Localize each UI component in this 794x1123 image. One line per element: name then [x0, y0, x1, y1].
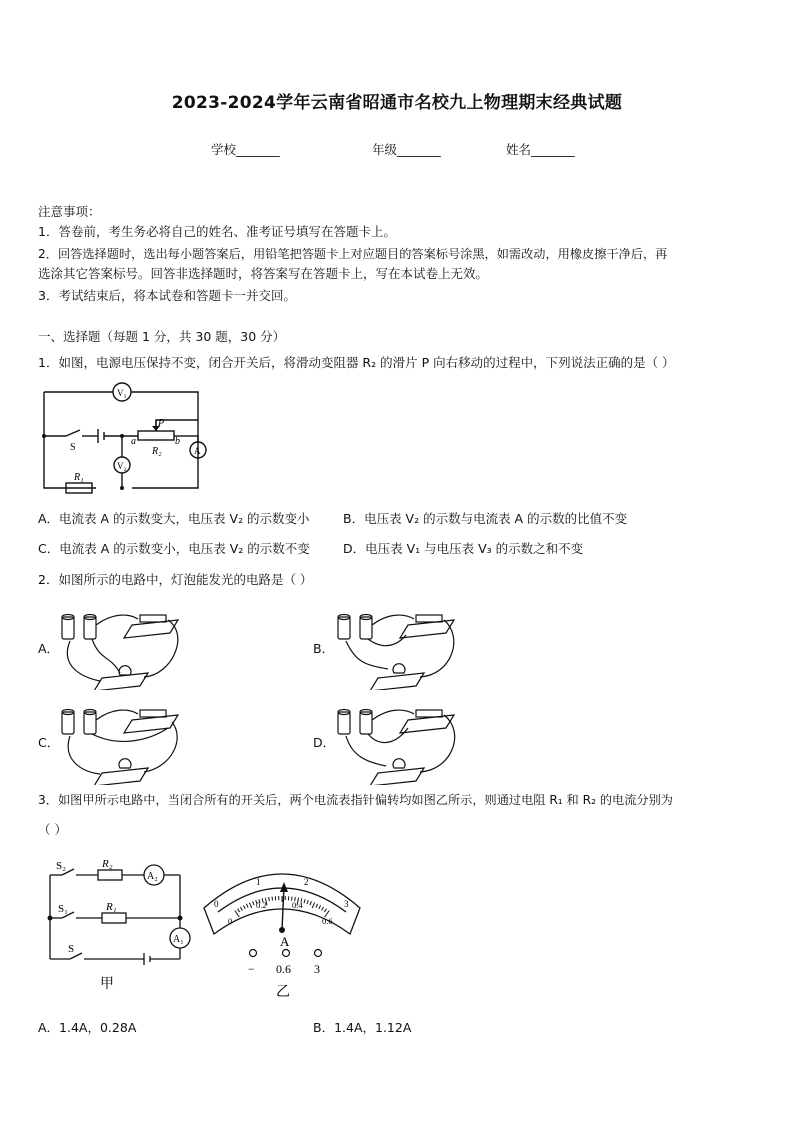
page-title: 2023-2024学年云南省昭通市名校九上物理期末经典试题 [171, 93, 623, 113]
q1-option-d: D．电压表 V₁ 与电压表 V₃ 的示数之和不变 [343, 541, 584, 556]
scale-tick [316, 904, 318, 908]
scale-tick [243, 905, 245, 909]
q3-r1-label: R₁ [106, 901, 117, 913]
q3-circuit-jia [40, 852, 192, 997]
notice-line-1: 1．答卷前，考生务必将自己的姓名、准考证号填写在答题卡上。 [38, 224, 396, 239]
scale-tick [319, 905, 321, 909]
q3-unit-label: A [280, 934, 290, 949]
q3-caption-yi: 乙 [276, 985, 290, 1000]
q2-circuit-c [60, 700, 185, 785]
scale-tick [304, 899, 305, 903]
q3-s-label: S [68, 943, 75, 955]
q3-terminal-0-6: 0.6 [276, 962, 291, 976]
q3-caption-jia: 甲 [100, 977, 114, 992]
scale-tick [269, 897, 270, 901]
q3-r2-label: R₂ [102, 858, 113, 870]
scale-tick [253, 901, 254, 905]
scale-tick [322, 907, 324, 911]
q3-a2-label: A₂ [147, 871, 158, 882]
scale-tick [272, 897, 273, 901]
q2-circuit-d [336, 700, 461, 785]
q2-label-b: B． [313, 641, 335, 656]
q3-option-b: B．1.4A，1.12A [313, 1020, 412, 1035]
q3-stem-line-2: （ ） [38, 822, 67, 837]
q3-terminal-3: 3 [314, 962, 320, 976]
section-heading: 一、选择题（每题 1 分，共 30 题，30 分） [38, 329, 286, 344]
q1-option-b: B．电压表 V₂ 的示数与电流表 A 的示数的比值不变 [343, 511, 628, 526]
q3-bottom-scale-3: 0.6 [322, 916, 333, 926]
scale-tick [246, 904, 248, 908]
q3-top-scale-3: 3 [344, 899, 349, 909]
q1-option-a: A．电流表 A 的示数变大，电压表 V₂ 的示数变小 [38, 511, 310, 526]
notice-line-2a: 2．回答选择题时，选出每小题答案后，用铅笔把答题卡上对应题目的答案标号涂黑，如需改动，用橡皮擦干净后，再 [38, 247, 668, 261]
q2-stem: 2．如图所示的电路中，灯泡能发光的电路是（ ） [38, 572, 313, 587]
q2-label-c: C． [38, 735, 60, 750]
q1-v2-label: V₂ [117, 461, 127, 471]
q3-bottom-scale-0: 0 [228, 916, 233, 926]
q1-v1-label: V₁ [117, 388, 127, 398]
q3-top-scale-1: 1 [256, 877, 261, 887]
q1-b-end-label: b [175, 436, 180, 447]
q3-top-scale-2: 2 [304, 877, 309, 887]
q2-label-a: A． [38, 641, 60, 656]
q1-circuit-diagram [38, 380, 210, 495]
notice-line-2b: 选涂其它答案标号。回答非选择题时，将答案写在答题卡上，写在本试卷上无效。 [38, 266, 489, 281]
q3-s2-label: S₂ [56, 860, 66, 872]
q3-a1-label: A₁ [173, 934, 184, 945]
q1-p-label: P [158, 418, 165, 429]
q2-label-d: D． [313, 735, 336, 750]
q1-r1-label: R₁ [74, 472, 84, 483]
q3-stem-line-1: 3．如图甲所示电路中，当闭合所有的开关后，两个电流表指针偏转均如图乙所示，则通过电阻 R₁ 和 R₂ 的电流分别为 [38, 793, 673, 807]
name-field: 姓名_______ [506, 142, 575, 157]
scale-tick [249, 903, 251, 909]
q2-circuit-b [336, 605, 461, 690]
scale-tick [312, 903, 314, 909]
q3-terminal-neg: − [248, 962, 255, 976]
grade-field: 年级_______ [372, 142, 441, 157]
q3-bottom-scale-1: 0.2 [256, 900, 267, 910]
scale-tick [238, 909, 240, 912]
scale-tick [324, 909, 326, 912]
notice-line-3: 3．考试结束后，将本试卷和答题卡一并交回。 [38, 288, 296, 303]
school-field: 学校_______ [211, 142, 280, 157]
notice-heading: 注意事项： [38, 204, 101, 219]
scale-tick [235, 911, 240, 918]
scale-tick [241, 907, 243, 911]
q3-bottom-scale-2: 0.4 [292, 900, 303, 910]
q3-ammeter-yi [200, 850, 365, 1002]
scale-tick [310, 901, 311, 905]
q1-s-label: S [70, 442, 76, 453]
q3-s1-label: S₁ [58, 903, 68, 915]
q1-option-c: C．电流表 A 的示数变小，电压表 V₂ 的示数不变 [38, 541, 310, 556]
scale-tick [307, 900, 308, 904]
q3-option-a: A．1.4A，0.28A [38, 1020, 137, 1035]
q1-a-label: A [194, 446, 201, 456]
q2-circuit-a [60, 605, 185, 690]
q1-a-end-label: a [131, 436, 136, 447]
q3-top-scale-0: 0 [214, 899, 219, 909]
q1-r2-label: R₂ [152, 446, 162, 457]
q1-stem: 1．如图，电源电压保持不变，闭合开关后，将滑动变阻器 R₂ 的滑片 P 向右移动的过程中，下列说法正确的是（ ） [38, 355, 675, 370]
